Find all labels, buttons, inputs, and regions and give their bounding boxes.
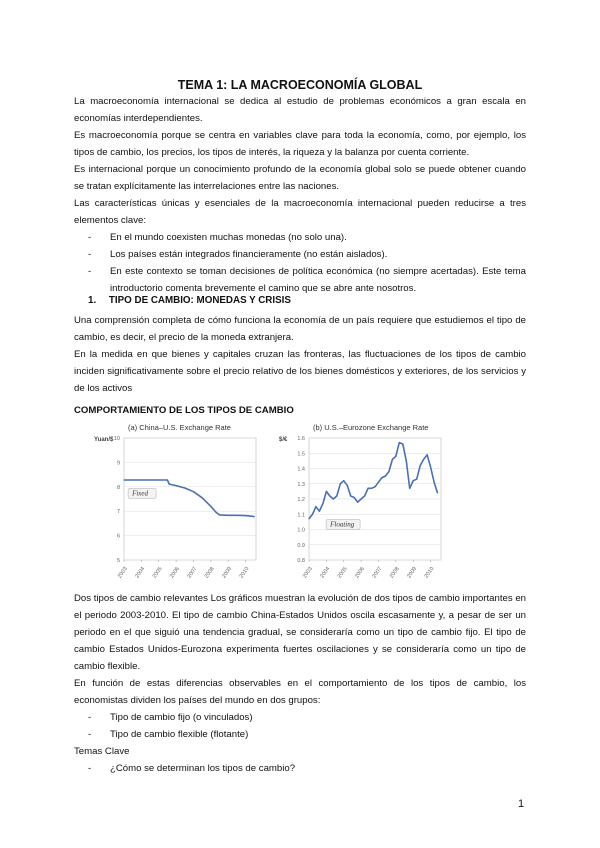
data-point <box>322 503 323 504</box>
data-point <box>374 486 375 487</box>
y-tick-label: 1.1 <box>297 512 305 519</box>
section-title: TIPO DE CAMBIO: MONEDAS Y CRISIS <box>108 295 291 306</box>
section-number: 1. <box>88 295 97 306</box>
data-point <box>381 477 382 478</box>
data-point <box>420 465 421 466</box>
x-tick-label: 2008 <box>388 566 401 580</box>
intro-paragraph-3: Es internacional porque un conocimiento profundo de la economía global solo se puede obtener cuando se tratan explícitamente las interrelaciones entre las naciones. <box>74 164 526 192</box>
data-point <box>427 454 428 455</box>
data-point <box>123 479 124 480</box>
data-point <box>219 514 220 515</box>
chart-china-us <box>94 420 264 580</box>
section-paragraph-4: En función de estas diferencias observables en el comportamiento de los tipos de cambio, los economistas dividen los países del mundo en dos grupos: <box>74 678 526 706</box>
temas-label: Temas Clave <box>74 746 130 757</box>
bullet-text: En el mundo coexisten muchas monedas (no solo una). <box>110 232 347 243</box>
data-point <box>202 497 203 498</box>
data-point <box>158 479 159 480</box>
data-point <box>176 485 177 486</box>
bullet-dash: - <box>88 712 92 723</box>
y-tick-label: 5 <box>116 558 120 564</box>
x-tick-label: 2004 <box>134 566 147 580</box>
data-point <box>329 495 330 496</box>
section-paragraph-1: Una comprensión completa de cómo funciona la economía de un país requiere que estudiemos el tipo de cambio, es decir, el precio de la moneda extranjera. <box>74 315 526 343</box>
series-line <box>309 443 438 519</box>
data-point <box>406 460 407 461</box>
data-point <box>210 506 211 507</box>
chart-us-eurozone <box>279 420 449 580</box>
data-point <box>347 485 348 486</box>
data-point <box>254 516 255 517</box>
bullet-dash: - <box>88 249 92 260</box>
bullet-dash: - <box>88 232 92 243</box>
x-tick-label: 2009 <box>221 566 234 580</box>
x-tick-label: 2006 <box>169 566 182 580</box>
data-point <box>141 479 142 480</box>
intro-paragraph-2: Es macroeconomía porque se centra en variables clave para toda la economía, como, por ejemplo, los tipos de cambio, los precios, los tipos de interés, la riqueza y la balanza por cuenta corriente. <box>74 130 526 158</box>
data-point <box>395 456 396 457</box>
charts-subheading: COMPORTAMIENTO DE LOS TIPOS DE CAMBIO <box>74 405 294 416</box>
data-point <box>319 511 320 512</box>
data-point <box>423 459 424 460</box>
x-tick-label: 2007 <box>371 566 384 580</box>
intro-paragraph-4: Las características únicas y esenciales de la macroeconomía internacional pueden reducirse a tres elementos clave: <box>74 198 526 226</box>
x-tick-label: 2006 <box>354 566 367 580</box>
annotation-label: Floating <box>330 520 355 529</box>
chart-title: (b) U.S.–Eurozone Exchange Rate <box>313 423 429 432</box>
data-point <box>340 483 341 484</box>
data-point <box>433 482 434 483</box>
page-number: 1 <box>518 798 525 810</box>
x-tick-label: 2005 <box>336 566 349 580</box>
annotation-label: Fixed <box>132 489 149 498</box>
x-tick-label: 2010 <box>238 566 251 580</box>
chart-title: (a) China–U.S. Exchange Rate <box>128 423 231 432</box>
data-point <box>343 480 344 481</box>
data-point <box>236 515 237 516</box>
document-title: TEMA 1: LA MACROECONOMÍA GLOBAL <box>177 78 423 92</box>
y-tick-label: 0.8 <box>297 558 305 564</box>
intro-paragraph-1: La macroeconomía internacional se dedica al estudio de problemas económicos a gran escala en economías interdependientes. <box>74 96 526 124</box>
y-axis-label: $/€ <box>279 437 288 443</box>
data-point <box>388 471 389 472</box>
bullet-text: ¿Cómo se determinan los tipos de cambio? <box>110 763 296 774</box>
data-point <box>167 479 168 480</box>
data-point <box>402 444 403 445</box>
chart-china-us-svg <box>94 420 264 580</box>
bullet-text: Tipo de cambio fijo (o vinculados) <box>110 712 253 723</box>
data-point <box>437 492 438 493</box>
y-tick-label: 0.9 <box>297 542 305 549</box>
section-heading <box>88 295 291 306</box>
data-point <box>228 515 229 516</box>
bullet-dash: - <box>88 266 92 277</box>
chart-us-eurozone-svg <box>279 420 449 580</box>
x-tick-label: 2007 <box>186 566 199 580</box>
data-point <box>308 518 309 519</box>
y-tick-label: 7 <box>116 509 120 516</box>
data-point <box>333 498 334 499</box>
x-tick-label: 2008 <box>203 566 216 580</box>
data-point <box>193 491 194 492</box>
data-point <box>215 512 216 513</box>
y-tick-label: 1.6 <box>297 436 305 442</box>
y-tick-label: 1.3 <box>297 481 305 488</box>
bullet-text: Los países están integrados financieramente (no están aislados). <box>110 249 388 260</box>
data-point <box>354 497 355 498</box>
data-point <box>385 476 386 477</box>
x-tick-label: 2003 <box>301 566 314 580</box>
y-tick-label: 1.4 <box>297 466 305 473</box>
data-point <box>371 488 372 489</box>
data-point <box>184 487 185 488</box>
data-point <box>413 480 414 481</box>
bullet-text: En este contexto se toman decisiones de política económica (no siempre acertadas). Este tema introductorio comenta brevemente el camino que se abre ante nosotros. <box>110 266 526 294</box>
section-paragraph-2: En la medida en que bienes y capitales cruzan las fronteras, las fluctuaciones de los tipos de cambio inciden significativamente sobre el precio relativo de los bienes domésticos y exteriores, de los servicios y de los activos <box>74 349 526 394</box>
y-tick-label: 8 <box>116 484 120 491</box>
data-point <box>336 495 337 496</box>
y-tick-label: 1.2 <box>297 497 305 503</box>
data-point <box>361 498 362 499</box>
x-tick-label: 2005 <box>151 566 164 580</box>
section-paragraph-3: Dos tipos de cambio relevantes Los gráficos muestran la evolución de dos tipos de cambio importantes en el periodo 2003-2010. El tipo de cambio China-Estados Unidos oscila escasamente y, a pesar de ser un periodo en el que siguió una tendencia gradual, se consideraría como un tipo de cambio fijo. El tipo de cambio Estados Unidos-Eurozona experimenta fuertes oscilaciones y se consideraría como un tipo de cambio flexible. <box>74 593 526 672</box>
data-point <box>409 488 410 489</box>
y-axis-label: Yuan/$ <box>94 437 114 443</box>
data-point <box>312 514 313 515</box>
data-point <box>245 515 246 516</box>
y-tick-label: 1.5 <box>297 451 305 458</box>
data-point <box>350 495 351 496</box>
x-tick-label: 2004 <box>319 566 332 580</box>
data-point <box>357 501 358 502</box>
data-point <box>399 442 400 443</box>
data-point <box>169 484 170 485</box>
data-point <box>378 482 379 483</box>
bullet-dash: - <box>88 729 92 740</box>
y-tick-label: 10 <box>113 436 120 442</box>
x-tick-label: 2003 <box>116 566 129 580</box>
data-point <box>367 488 368 489</box>
x-tick-label: 2009 <box>406 566 419 580</box>
data-point <box>326 491 327 492</box>
data-point <box>315 506 316 507</box>
plot-frame <box>124 438 256 560</box>
data-point <box>364 495 365 496</box>
bullet-text: Tipo de cambio flexible (flotante) <box>110 729 249 740</box>
y-tick-label: 1.0 <box>297 527 305 534</box>
y-tick-label: 6 <box>116 533 120 540</box>
data-point <box>392 459 393 460</box>
data-point <box>430 466 431 467</box>
x-tick-label: 2010 <box>423 566 436 580</box>
bullet-dash: - <box>88 763 92 774</box>
data-point <box>416 479 417 480</box>
y-tick-label: 9 <box>116 460 120 467</box>
